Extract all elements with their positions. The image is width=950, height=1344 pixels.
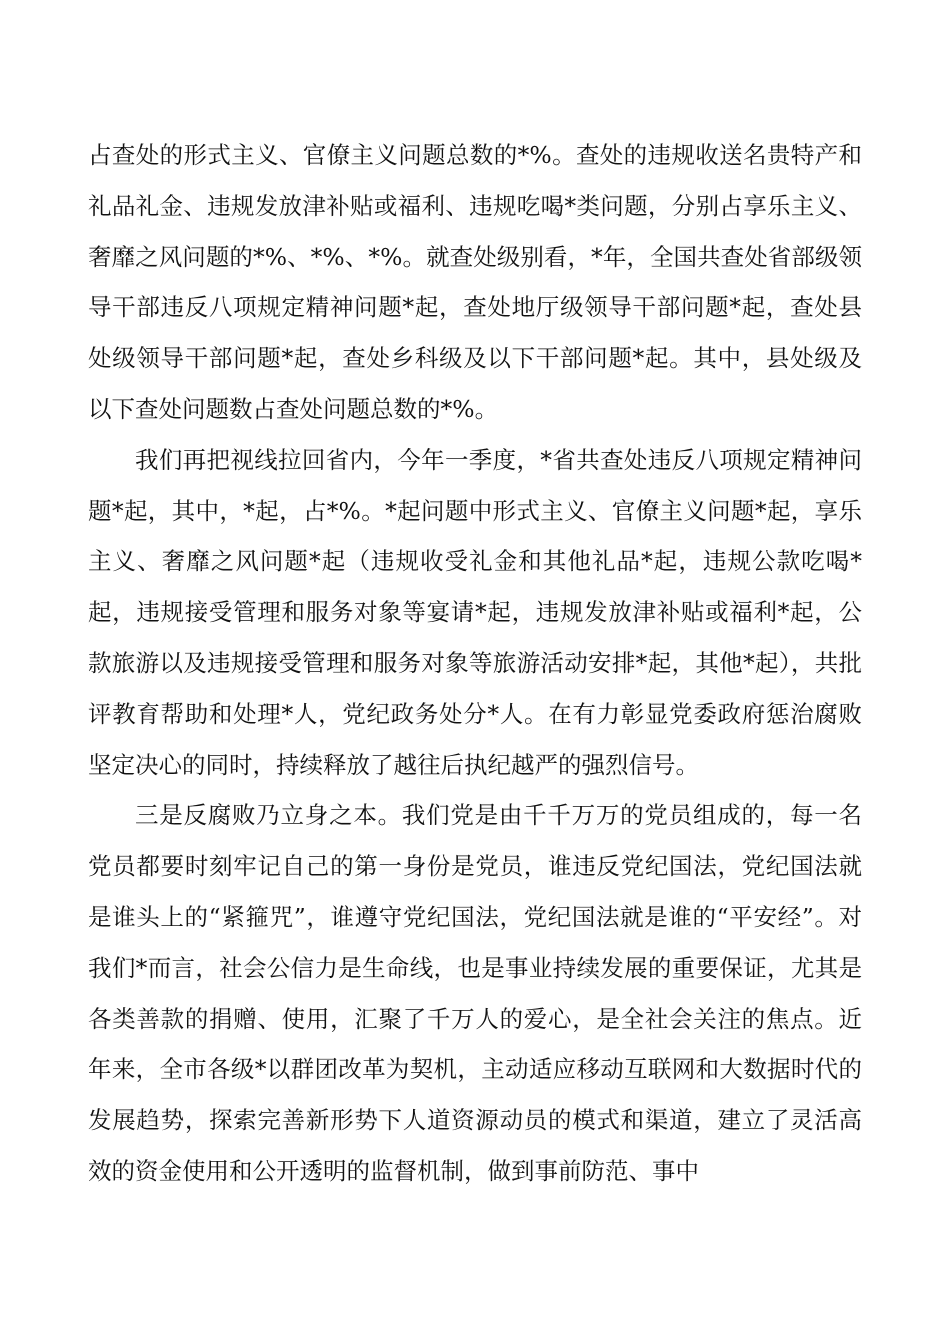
paragraph-1: 占查处的形式主义、官僚主义问题总数的*%。查处的违规收送名贵特产和礼品礼金、违规发放津补贴或福利、违规吃喝*类问题，分别占享乐主义、奢靡之风问题的*%、*%、*%。就查处级别看，*年，全国共查处省部级领导干部违反八项规定精神问题*起，查处地厅级领导干部问题*起，查处县处级领导干部问题*起，查处乡科级及以下干部问题*起。其中，县处级及以下查处问题数占查处问题总数的*%。 <box>88 141 862 423</box>
paragraph-3: 三是反腐败乃立身之本。我们党是由千千万万的党员组成的，每一名党员都要时刻牢记自己的第一身份是党员，谁违反党纪国法，党纪国法就是谁头上的“紧箍咒”，谁遵守党纪国法，党纪国法就是谁的“平安经”。对我们*而言，社会公信力是生命线，也是事业持续发展的重要保证，尤其是各类善款的捐赠、使用，汇聚了千万人的爱心，是全社会关注的焦点。近年来，全市各级*以群团改革为契机，主动适应移动互联网和大数据时代的发展趋势，探索完善新形势下人道资源动员的模式和渠道，建立了灵活高效的资金使用和公开透明的监督机制，做到事前防范、事中 <box>88 801 862 1185</box>
document-body <box>88 130 862 1197</box>
paragraph-2: 我们再把视线拉回省内，今年一季度，*省共查处违反八项规定精神问题*起，其中，*起，占*%。*起问题中形式主义、官僚主义问题*起，享乐主义、奢靡之风问题*起（违规收受礼金和其他礼品*起，违规公款吃喝*起，违规接受管理和服务对象等宴请*起，违规发放津补贴或福利*起，公款旅游以及违规接受管理和服务对象等旅游活动安排*起，其他*起），共批评教育帮助和处理*人，党纪政务处分*人。在有力彰显党委政府惩治腐败坚定决心的同时，持续释放了越往后执纪越严的强烈信号。 <box>88 445 862 779</box>
